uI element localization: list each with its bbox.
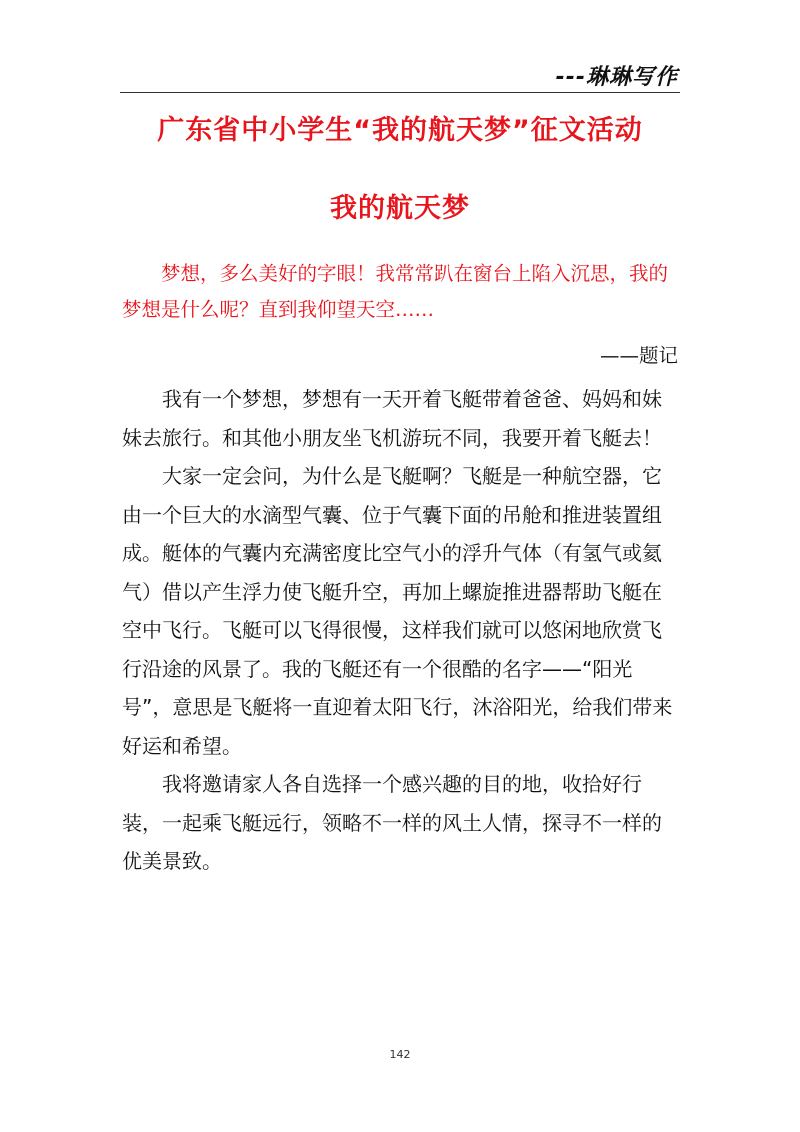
paragraph: 我有一个梦想，梦想有一天开着飞艇带着爸爸、妈妈和妹妹去旅行。和其他小朋友坐飞机游玩不同，我要开着飞艇去！: [122, 387, 662, 450]
essay-body: [122, 380, 678, 881]
paragraph: 大家一定会问，为什么是飞艇啊？飞艇是一种航空器，它由一个巨大的水滴型气囊、位于气囊下面的吊舱和推进装置组成。艇体的气囊内充满密度比空气小的浮升气体（有氢气或氦气）借以产生浮力使飞艇升空，再加上螺旋推进器帮助飞艇在空中飞行。飞艇可以飞得很慢，这样我们就可以悠闲地欣赏飞行沿途的风景了。我的飞艇还有一个很酷的名字——“阳光号”，意思是飞艇将一直迎着太阳飞行，沐浴阳光，给我们带来好运和希望。: [122, 464, 673, 758]
epigraph: [122, 256, 678, 328]
paragraph: 我将邀请家人各自选择一个感兴趣的目的地，收拾好行装，一起乘飞艇远行，领略不一样的风土人情，探寻不一样的优美景致。: [122, 772, 662, 873]
page-title: 广东省中小学生“我的航天梦”征文活动: [157, 115, 643, 146]
header-rule: [120, 92, 680, 93]
page-number: 142: [389, 1048, 411, 1061]
header-text: ---琳琳写作: [555, 65, 678, 90]
epigraph-credit: ——题记: [599, 344, 678, 367]
essay-title: 我的航天梦: [330, 193, 470, 224]
epigraph-text: 梦想，多么美好的字眼！我常常趴在窗台上陷入沉思，我的梦想是什么呢？直到我仰望天空……: [122, 262, 669, 321]
